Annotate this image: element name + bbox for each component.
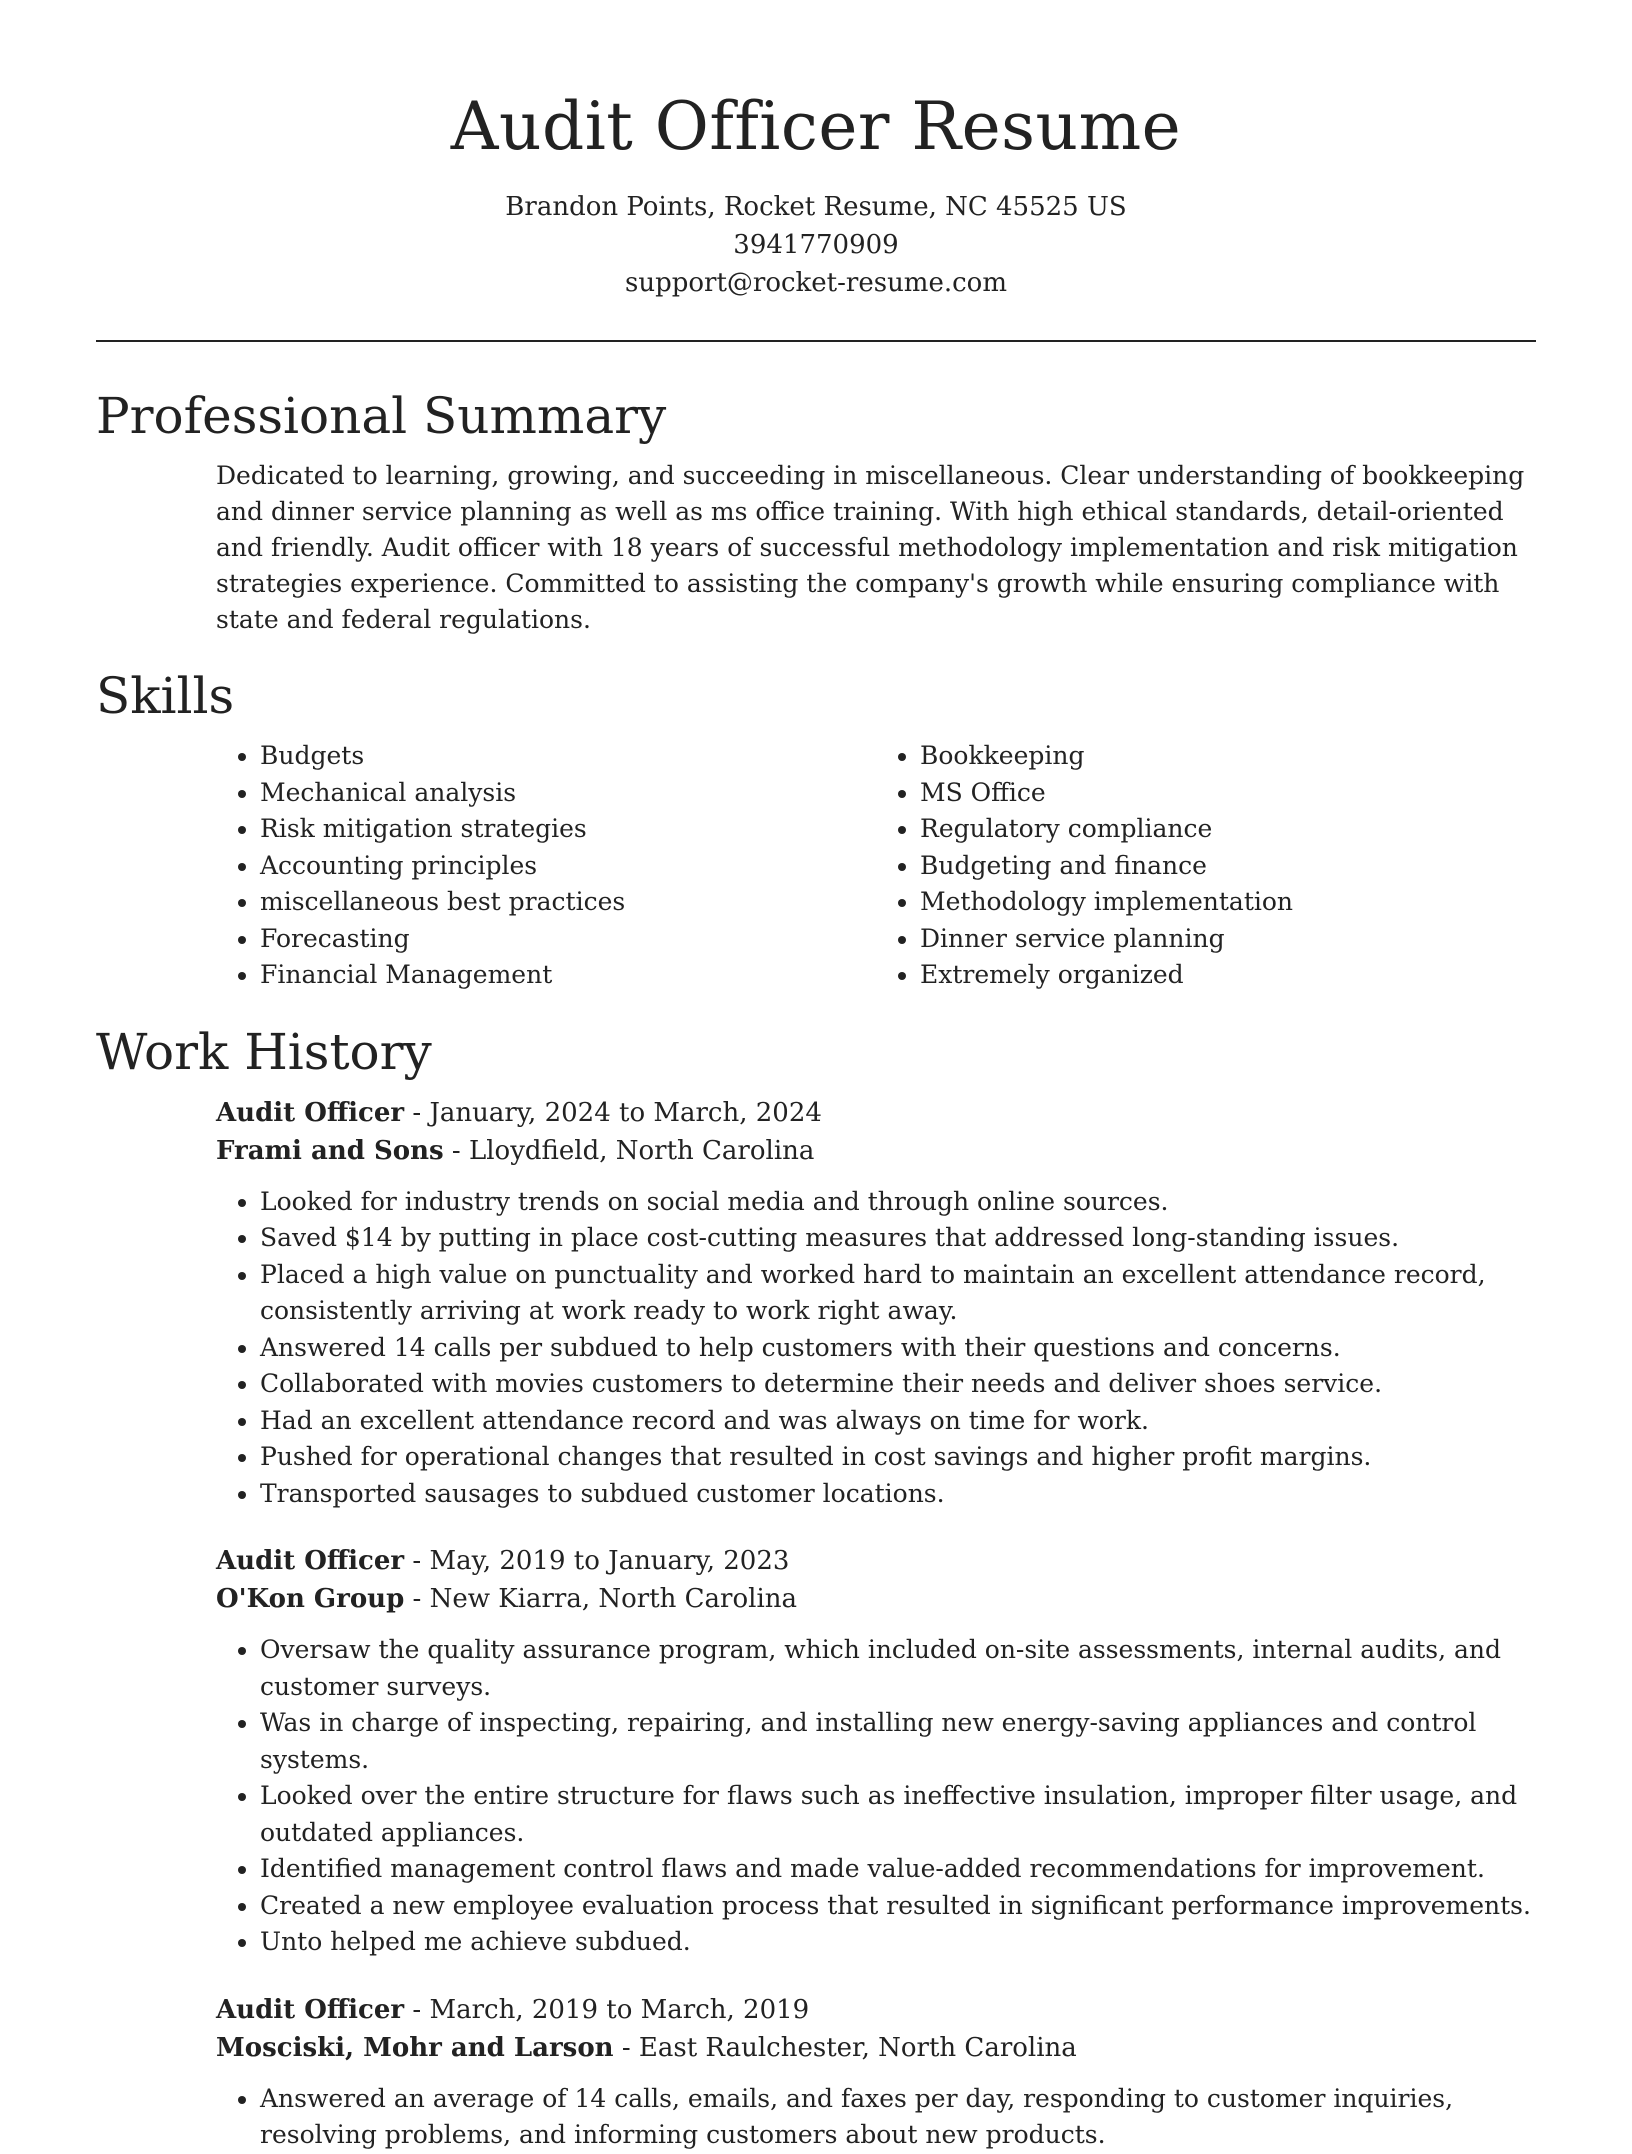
job-title: Audit Officer: [216, 1546, 405, 1576]
contact-phone: 3941770909: [733, 230, 899, 260]
skill-item: • Bookkeeping: [920, 738, 1536, 775]
job-title-line: [216, 1991, 1536, 2029]
contact-block: [96, 188, 1536, 302]
skill-item: • Budgets: [260, 738, 876, 775]
skill-item: • Mechanical analysis: [260, 775, 876, 812]
summary-heading: Professional Summary: [96, 387, 667, 445]
job-bullet: • Identified management control flaws and made value-added recommendations for improvement.: [260, 1851, 1536, 1888]
job-title: Audit Officer: [216, 1994, 405, 2025]
skill-item: • Methodology implementation: [920, 884, 1536, 921]
job-title: Audit Officer: [216, 1097, 405, 1128]
job-location: - New Kiarra, North Carolina: [404, 1584, 798, 1614]
skills-section: [96, 664, 1536, 994]
skill-item: • miscellaneous best practices: [260, 884, 876, 921]
resume-header: [96, 0, 1536, 302]
skills-list-right: [876, 738, 1536, 994]
skill-item: • Dinner service planning: [920, 921, 1536, 958]
job-company: O'Kon Group: [216, 1584, 405, 1614]
job-bullet: • Was in charge of inspecting, repairing, and installing new energy-saving appliances and control systems.: [260, 1705, 1536, 1778]
resume-title: Audit Officer Resume: [450, 88, 1182, 165]
job-bullet: • Oversaw the quality assurance program, which included on-site assessments, internal audits, and customer surveys.: [260, 1632, 1536, 1705]
job-bullet: • Had an excellent attendance record and was always on time for work.: [260, 1403, 1536, 1440]
job-dates: - January, 2024 to March, 2024: [404, 1097, 822, 1128]
job-entry: [216, 1991, 1536, 2154]
job-bullet: • Pushed for operational changes that resulted in cost savings and higher profit margins.: [260, 1439, 1536, 1476]
summary-section: [96, 384, 1536, 638]
job-title-line: [216, 1542, 1536, 1580]
skill-item: • Risk mitigation strategies: [260, 811, 876, 848]
job-company: Frami and Sons: [216, 1135, 444, 1166]
job-bullet: • Looked over the entire structure for flaws such as ineffective insulation, improper filter usage, and outdated appliances.: [260, 1778, 1536, 1851]
job-entry: [216, 1094, 1536, 1513]
skill-item: • Financial Management: [260, 957, 876, 994]
job-bullet: • Placed a high value on punctuality and worked hard to maintain an excellent attendance record, consistently arriving at work ready to work right away.: [260, 1257, 1536, 1330]
summary-body: [216, 458, 1536, 638]
job-location: - Lloydfield, North Carolina: [443, 1135, 815, 1166]
skills-columns: [216, 738, 1536, 994]
skills-heading: Skills: [96, 667, 235, 725]
skill-item: • Regulatory compliance: [920, 811, 1536, 848]
skills-list-left: [216, 738, 876, 994]
summary-text: Dedicated to learning, growing, and succeeding in miscellaneous. Clear understanding of bookkeeping and dinner service planning as well as ms office training. With high ethical standards, detail-oriented and friendly. Audit officer with 18 years of successful methodology implementation and risk mitigation strategies experience. Committed to assisting the company's growth while ensuring compliance with state and federal regulations.: [216, 461, 1525, 634]
contact-address: Brandon Points, Rocket Resume, NC 45525 US: [505, 192, 1127, 222]
job-bullet: • Transported sausages to subdued customer locations.: [260, 1476, 1536, 1513]
job-title-line: [216, 1094, 1536, 1132]
job-company-line: [216, 1132, 1536, 1170]
work-heading: Work History: [96, 1022, 432, 1081]
job-bullet: • Answered 14 calls per subdued to help customers with their questions and concerns.: [260, 1330, 1536, 1367]
job-bullet: • Collaborated with movies customers to determine their needs and deliver shoes service.: [260, 1366, 1536, 1403]
work-section: [96, 1020, 1536, 2154]
job-bullet: • Saved $14 by putting in place cost-cutting measures that addressed long-standing issues.: [260, 1220, 1536, 1257]
job-bullet: • Answered an average of 14 calls, emails, and faxes per day, responding to customer inquiries, resolving problems, and informing customers about new products.: [260, 2081, 1536, 2154]
job-entry: [216, 1542, 1536, 1961]
job-company-line: [216, 2029, 1536, 2067]
skill-item: • Budgeting and finance: [920, 848, 1536, 885]
skill-item: • Extremely organized: [920, 957, 1536, 994]
skill-item: • Accounting principles: [260, 848, 876, 885]
skill-item: • Forecasting: [260, 921, 876, 958]
job-bullet: • Created a new employee evaluation process that resulted in significant performance improvements.: [260, 1888, 1536, 1925]
job-dates: - May, 2019 to January, 2023: [404, 1546, 790, 1576]
job-bullet: • Looked for industry trends on social media and through online sources.: [260, 1184, 1536, 1221]
contact-email: support@rocket-resume.com: [624, 268, 1007, 298]
job-location: - East Raulchester, North Carolina: [613, 2032, 1077, 2063]
job-company-line: [216, 1580, 1536, 1618]
job-bullets: [216, 1632, 1536, 1961]
job-dates: - March, 2019 to March, 2019: [404, 1994, 810, 2025]
job-bullets: [216, 2081, 1536, 2154]
resume-page: [96, 0, 1536, 2154]
job-bullets: [216, 1184, 1536, 1513]
job-bullet: • Unto helped me achieve subdued.: [260, 1924, 1536, 1961]
header-divider: [96, 340, 1536, 342]
job-company: Mosciski, Mohr and Larson: [216, 2032, 614, 2063]
skill-item: • MS Office: [920, 775, 1536, 812]
